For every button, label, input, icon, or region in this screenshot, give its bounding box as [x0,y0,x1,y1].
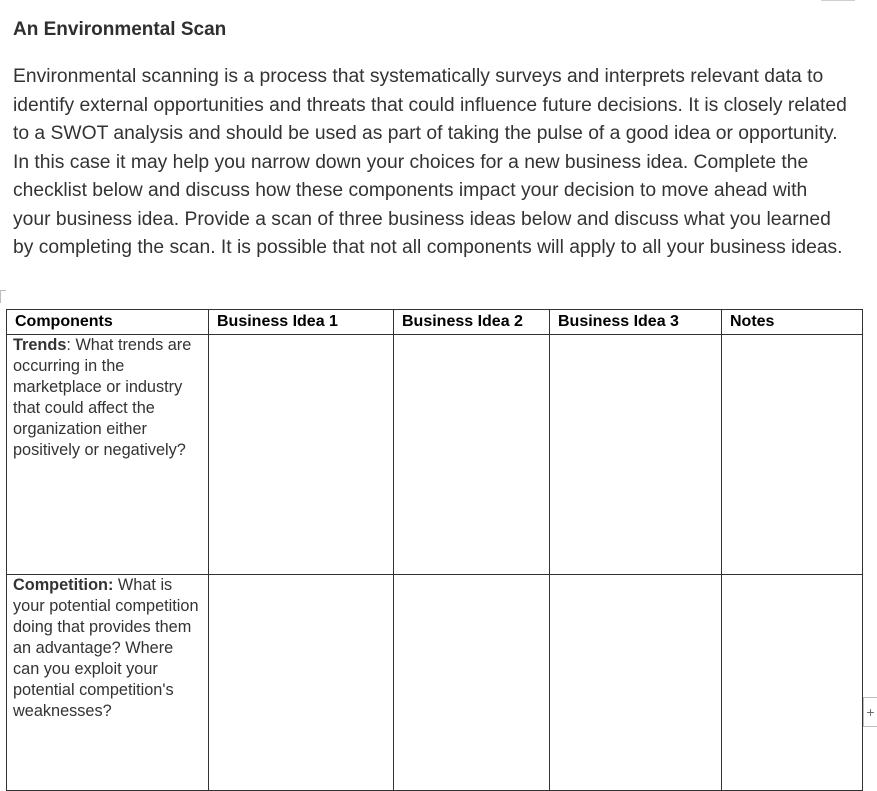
environmental-scan-table [6,309,863,791]
top-edge-rule [821,0,855,1]
component-name: Competition: [13,576,114,594]
trends-business-idea-1-cell[interactable] [209,335,394,575]
header-notes: Notes [722,310,863,335]
trends-business-idea-3-cell[interactable] [550,335,722,575]
table-row-trends [7,335,863,575]
competition-business-idea-1-cell[interactable] [209,575,394,791]
page-title: An Environmental Scan [13,18,227,40]
component-cell-competition [7,575,209,791]
component-cell-trends [7,335,209,575]
competition-notes-cell[interactable] [722,575,863,791]
component-description: What is your potential competition doing that provides them an advantage? Where can you exploit your potential competition's weaknesses? [13,576,199,720]
table-row-competition [7,575,863,791]
intro-paragraph: Environmental scanning is a process that systematically surveys and interprets relevant data to identify external opportunities and threats that could influence future decisions. It is closely related to a SWOT analysis and should be used as part of taking the pulse of a good idea or opportunity. In this case it may help you narrow down your choices for a new business idea. Complete the checklist below and discuss how these components impact your decision to move ahead with your business idea. Provide a scan of three business ideas below and discuss what you learned by completing the scan. It is possible that not all components will apply to all your business ideas. [13,66,847,259]
header-components: Components [7,310,209,335]
competition-business-idea-3-cell[interactable] [550,575,722,791]
add-row-plus-icon[interactable]: + [863,697,877,727]
trends-business-idea-2-cell[interactable] [394,335,550,575]
table-selection-corner[interactable] [0,290,6,303]
header-business-idea-3: Business Idea 3 [550,310,722,335]
header-business-idea-1: Business Idea 1 [209,310,394,335]
competition-business-idea-2-cell[interactable] [394,575,550,791]
header-business-idea-2: Business Idea 2 [394,310,550,335]
component-name: Trends [13,336,67,354]
trends-notes-cell[interactable] [722,335,863,575]
component-description: : What trends are occurring in the marketplace or industry that could affect the organization either positively or negatively? [13,336,192,459]
table-header-row [7,310,863,335]
